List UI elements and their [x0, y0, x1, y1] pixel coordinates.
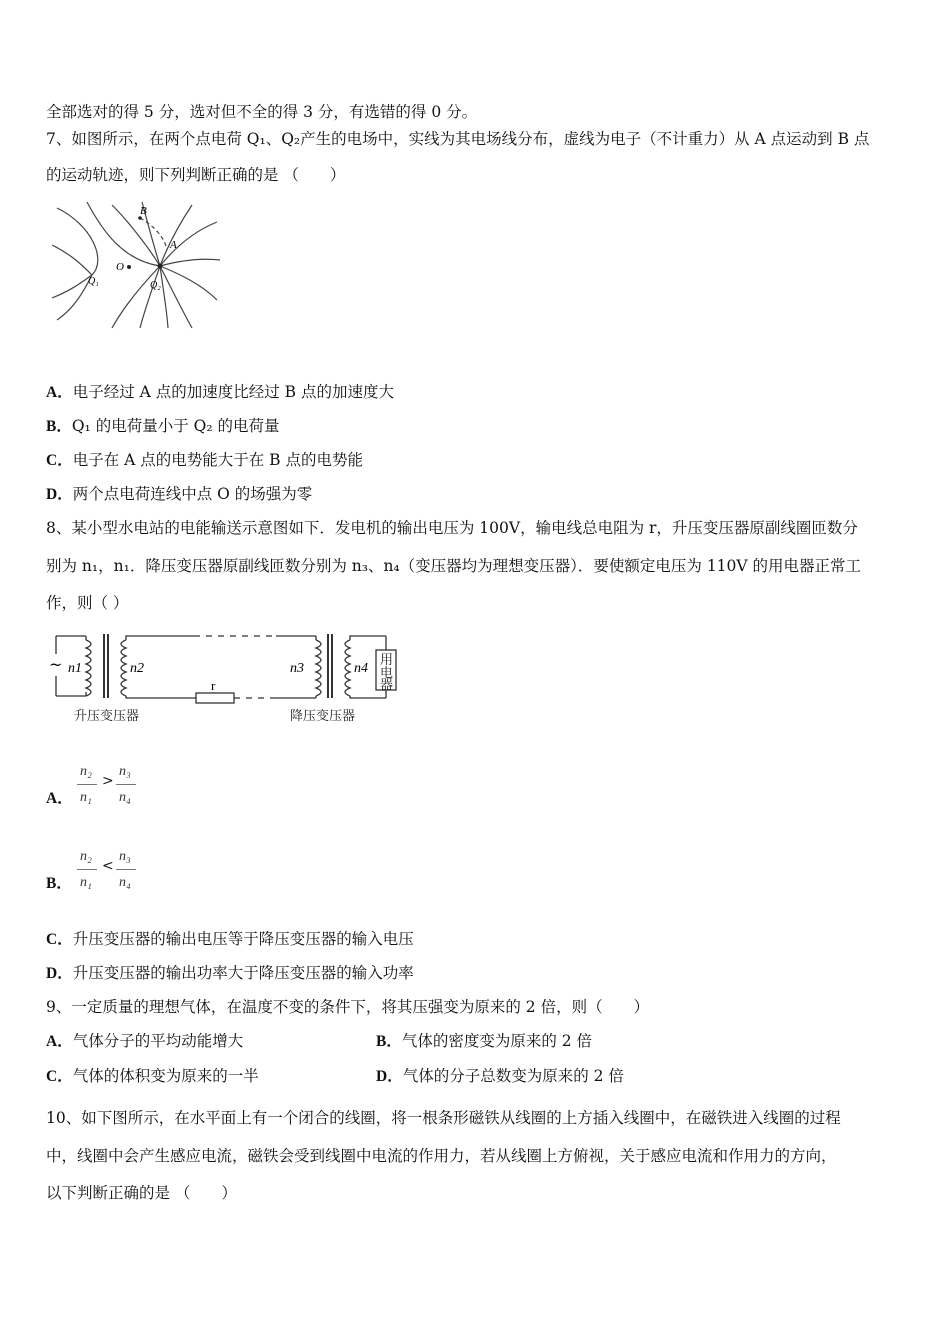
frac-a-den1: n₁: [80, 790, 92, 805]
frac-a-num2: n₃: [119, 764, 131, 779]
q8-option-c[interactable]: C．升压变压器的输出电压等于降压变压器的输入电压: [46, 930, 414, 948]
q7-option-a[interactable]: A．电子经过 A 点的加速度比经过 B 点的加速度大: [46, 383, 394, 401]
frac-a-bar1: [77, 784, 97, 785]
frac-a-num1: n₂: [80, 764, 92, 779]
label-b: B: [140, 205, 147, 217]
q8-transmission-diagram: [44, 628, 412, 726]
label-n3: n3: [290, 661, 304, 676]
q7-option-b[interactable]: B．Q₁ 的电荷量小于 Q₂ 的电荷量: [46, 417, 280, 435]
ac-source-symbol: ~: [49, 655, 63, 674]
q9-option-a[interactable]: A．气体分子的平均动能增大: [46, 1032, 244, 1050]
appliance-label-3: 器: [380, 678, 394, 693]
frac-b-den1: n₁: [80, 875, 92, 890]
q7-stem-line2: 的运动轨迹，则下列判断正确的是 （ ）: [46, 166, 346, 184]
frac-b-num1: n₂: [80, 849, 92, 864]
label-o: O: [116, 261, 124, 273]
label-q2: Q₂: [150, 280, 161, 291]
frac-b-den2: n₄: [119, 875, 131, 890]
frac-b-bar2: [116, 869, 136, 870]
caption-step-down: 降压变压器: [290, 709, 356, 724]
q8-option-b[interactable]: B． n₂ n₁ < n₃ n₄: [46, 845, 166, 895]
q8-stem-line1: 8、某小型水电站的电能输送示意图如下．发电机的输出电压为 100V，输电线总电阻为 r，升压变压器原副线圈匝数分: [46, 519, 858, 537]
q9-option-b[interactable]: B．气体的密度变为原来的 2 倍: [376, 1032, 593, 1050]
q8-option-a[interactable]: A． n₂ n₁ > n₃ n₄: [46, 760, 166, 810]
q10-stem-line2: 中，线圈中会产生感应电流，磁铁会受到线圈中电流的作用力，若从线圈上方俯视，关于感应电流和作用力的方向，: [46, 1147, 837, 1165]
appliance-label-2: 电: [380, 666, 394, 681]
q7-field-diagram: [52, 200, 222, 330]
q7-stem-line1: 7、如图所示，在两个点电荷 Q₁、Q₂产生的电场中，实线为其电场线分布，虚线为电子（不计重力）从 A 点运动到 B 点: [46, 130, 870, 148]
scoring-note: 全部选对的得 5 分，选对但不全的得 3 分，有选错的得 0 分。: [46, 103, 478, 121]
label-r: r: [211, 678, 216, 693]
frac-b-num2: n₃: [119, 849, 131, 864]
q8-option-d[interactable]: D．升压变压器的输出功率大于降压变压器的输入功率: [46, 964, 414, 982]
q9-option-c[interactable]: C．气体的体积变为原来的一半: [46, 1067, 259, 1085]
q8-stem-line3: 作，则（ ）: [46, 594, 129, 612]
q9-option-d[interactable]: D．气体的分子总数变为原来的 2 倍: [376, 1067, 624, 1085]
appliance-label-1: 用: [380, 653, 394, 668]
q7-option-d[interactable]: D．两个点电荷连线中点 O 的场强为零: [46, 485, 313, 503]
q2-charge-dot: [158, 264, 163, 269]
label-n1: n1: [68, 661, 82, 676]
frac-b-op: <: [102, 858, 114, 874]
q7-option-c[interactable]: C．电子在 A 点的电势能大于在 B 点的电势能: [46, 451, 363, 469]
midpoint-o-dot: [127, 265, 131, 269]
label-q1: Q₁: [88, 276, 99, 287]
frac-a-den2: n₄: [119, 790, 131, 805]
q10-stem-line1: 10、如下图所示，在水平面上有一个闭合的线圈，将一根条形磁铁从线圈的上方插入线圈中，在磁铁进入线圈的过程: [46, 1109, 841, 1127]
frac-a-op: >: [102, 773, 114, 789]
q9-stem: 9、一定质量的理想气体，在温度不变的条件下，将其压强变为原来的 2 倍，则（ ）: [46, 998, 650, 1016]
q10-stem-line3: 以下判断正确的是 （ ）: [46, 1184, 237, 1202]
caption-step-up: 升压变压器: [74, 709, 140, 724]
frac-b-bar1: [77, 869, 97, 870]
label-a: A: [170, 239, 177, 251]
frac-a-bar2: [116, 784, 136, 785]
q8-stem-line2: 别为 n₁，n₁．降压变压器原副线匝数分别为 n₃、n₄（变压器均为理想变压器）．要使额定电压为 110V 的用电器正常工: [46, 557, 862, 575]
label-n2: n2: [130, 661, 144, 676]
label-n4: n4: [354, 661, 368, 676]
